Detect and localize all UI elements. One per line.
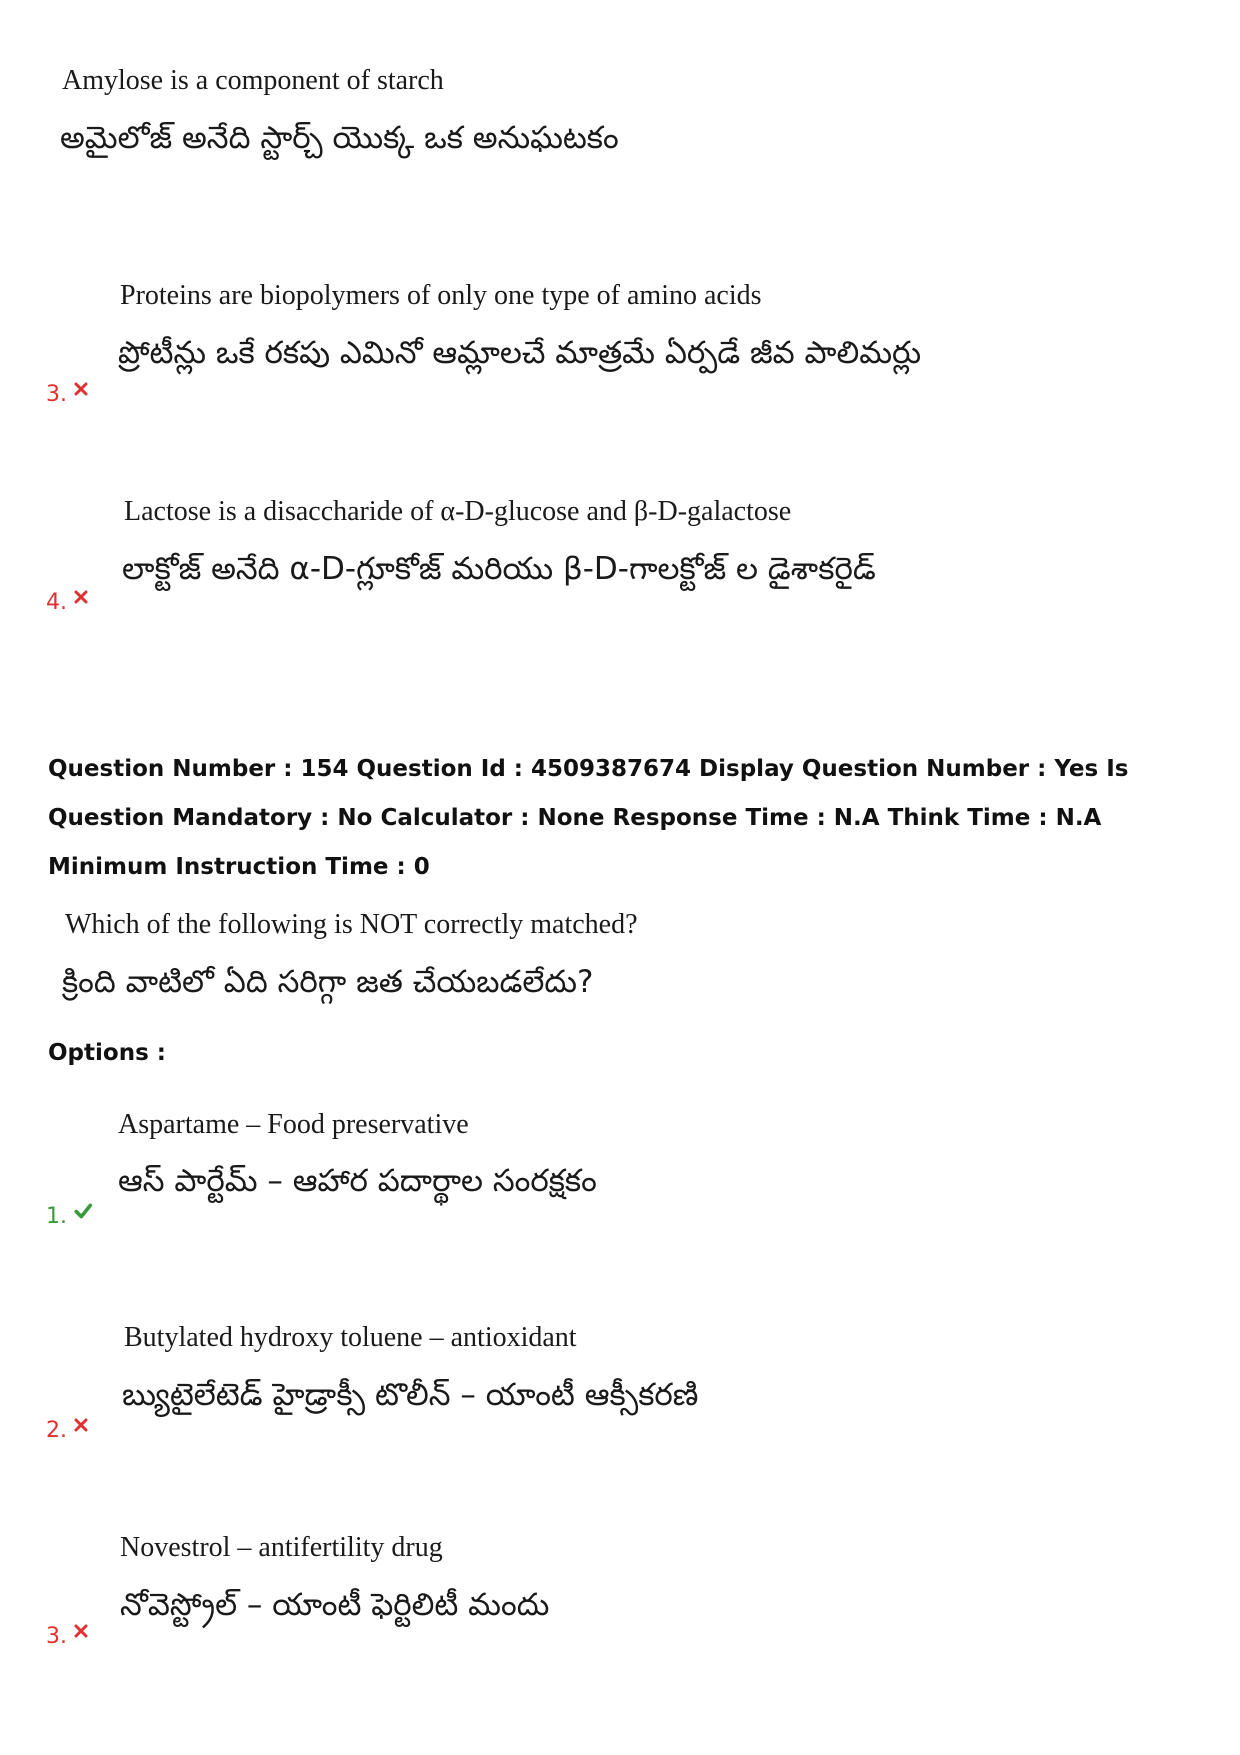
question-stem-te: క్రింది వాటిలో ఏది సరిగ్గా జత చేయబడలేదు? xyxy=(62,964,594,1000)
question-stem-en: Which of the following is NOT correctly matched? xyxy=(65,909,638,940)
cross-icon xyxy=(73,381,89,397)
prev-option-3-te: ప్రోటీన్లు ఒకే రకపు ఎమినో ఆమ్లాలచే మాత్రమే ఏర్పడే జీవ పాలిమర్లు xyxy=(118,335,922,371)
option-number: 3. xyxy=(46,382,67,407)
option-number: 2. xyxy=(46,1418,67,1443)
options-label: Options : xyxy=(48,1040,166,1066)
prev-option-4-number xyxy=(46,590,89,616)
option-number: 4. xyxy=(46,590,67,615)
option-1-number xyxy=(46,1204,93,1230)
option-1-en: Aspartame – Food preservative xyxy=(118,1109,469,1140)
prev-stem-en: Amylose is a component of starch xyxy=(62,65,444,96)
prev-option-3-number xyxy=(46,382,89,408)
prev-option-4-en: Lactose is a disaccharide of α-D-glucose and β-D-galactose xyxy=(124,496,792,527)
check-icon xyxy=(73,1202,93,1220)
option-2-number xyxy=(46,1418,89,1444)
option-2-te: బ్యుటైలేటెడ్ హైడ్రాక్సీ టొలీన్ – యాంటీ ఆక్సీకరణి xyxy=(122,1377,699,1413)
cross-icon xyxy=(73,589,89,605)
cross-icon xyxy=(73,1623,89,1639)
option-3-number xyxy=(46,1624,89,1650)
option-1-te: ఆస్ పార్టేమ్ – ఆహార పదార్థాల సంరక్షకం xyxy=(118,1163,597,1199)
option-number: 1. xyxy=(46,1204,67,1229)
option-3-en: Novestrol – antifertility drug xyxy=(120,1532,443,1563)
cross-icon xyxy=(73,1417,89,1433)
prev-option-3-en: Proteins are biopolymers of only one type of amino acids xyxy=(120,280,762,311)
option-2-en: Butylated hydroxy toluene – antioxidant xyxy=(124,1322,577,1353)
prev-stem-te: అమైలోజ్ అనేది స్టార్చ్ యొక్క ఒక అనుఘటకం xyxy=(60,120,619,156)
prev-option-4-te: లాక్టోజ్ అనేది α-D-గ్లూకోజ్ మరియు β-D-గాలక్టోజ్ ల డైశాకరైడ్ xyxy=(122,551,876,587)
option-3-te: నోవెస్ట్రోల్ – యాంటీ ఫెర్టిలిటీ మందు xyxy=(120,1587,550,1623)
question-meta: Question Number : 154 Question Id : 4509387674 Display Question Number : Yes Is Question Mandatory : No Calculator : None Response Time : N.A Think Time : N.A Minimum Instruction Time : 0 xyxy=(48,756,1129,880)
option-number: 3. xyxy=(46,1624,67,1649)
